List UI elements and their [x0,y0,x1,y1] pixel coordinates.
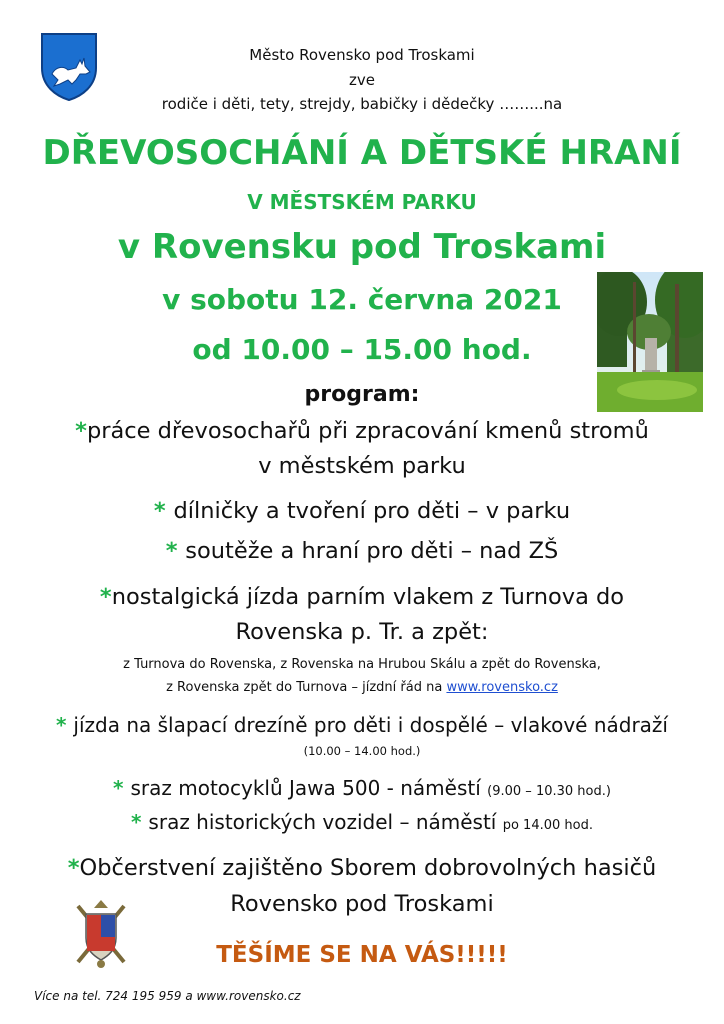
bullet-star: * [131,810,149,834]
bullet-star: * [75,418,87,444]
program-item-steam-train [0,584,724,610]
item-time: (9.00 – 10.30 hod.) [487,784,611,799]
program-heading: program: [304,382,420,407]
bullet-star: * [113,776,131,800]
item-time: po 14.00 hod. [502,818,593,833]
town-name: Město Rovensko pod Troskami [249,46,475,64]
item-text: Občerstvení zajištěno Sborem dobrovolných hasičů [79,855,657,881]
website-link[interactable]: www.rovensko.cz [446,680,558,695]
item-text: sraz motocyklů Jawa 500 - náměstí [130,776,488,800]
closing-slogan: TĚŠÍME SE NA VÁS!!!!! [216,942,508,968]
audience-line: rodiče i děti, tety, strejdy, babičky i dědečky ……...na [161,95,563,113]
event-title: DŘEVOSOCHÁNÍ A DĚTSKÉ HRANÍ [42,133,682,173]
event-subtitle: V MĚSTSKÉM PARKU [247,190,477,214]
program-item-refreshments-cont: Rovensko pod Troskami [230,891,494,917]
town-coat-of-arms-icon [38,30,100,102]
bullet-star: * [67,855,80,881]
item-text: jízda na šlapací drezíně pro děti i dospělé – vlakové nádraží [73,713,668,737]
event-place: v Rovensku pod Troskami [117,227,607,267]
bullet-star: * [56,713,74,737]
invite-word: zve [349,71,375,89]
train-timetable-line [0,680,724,695]
timetable-text: z Rovenska zpět do Turnova – jízdní řád na [166,680,447,695]
program-item-games [0,538,724,564]
event-time: od 10.00 – 15.00 hod. [192,333,532,366]
program-item-steam-train-cont: Rovenska p. Tr. a zpět: [235,619,489,645]
footer-contact: Více na tel. 724 195 959 a www.rovensko.cz [34,989,301,1003]
bullet-star: * [99,584,112,610]
program-item-woodcarving-cont: v městském parku [258,453,466,479]
program-item-draisine [0,713,724,737]
program-item-woodcarving [0,418,724,444]
program-item-workshops [0,498,724,524]
program-item-refreshments [0,855,724,881]
program-item-historic-vehicles [0,810,724,834]
draisine-time: (10.00 – 14.00 hod.) [303,744,421,758]
item-text: nostalgická jízda parním vlakem z Turnova do [111,584,625,610]
item-text: sraz historických vozidel – náměstí [148,810,503,834]
event-date: v sobotu 12. června 2021 [162,283,562,316]
item-text: práce dřevosochařů při zpracování kmenů stromů [86,418,649,444]
bullet-star: * [165,538,186,564]
train-route-line: z Turnova do Rovenska, z Rovenska na Hrubou Skálu a zpět do Rovenska, [123,657,601,672]
program-item-motorcycles [0,776,724,800]
item-text: dílničky a tvoření pro děti – v parku [173,498,571,524]
closing-text [0,942,724,968]
item-text: soutěže a hraní pro děti – nad ZŠ [185,538,559,564]
bullet-star: * [153,498,174,524]
